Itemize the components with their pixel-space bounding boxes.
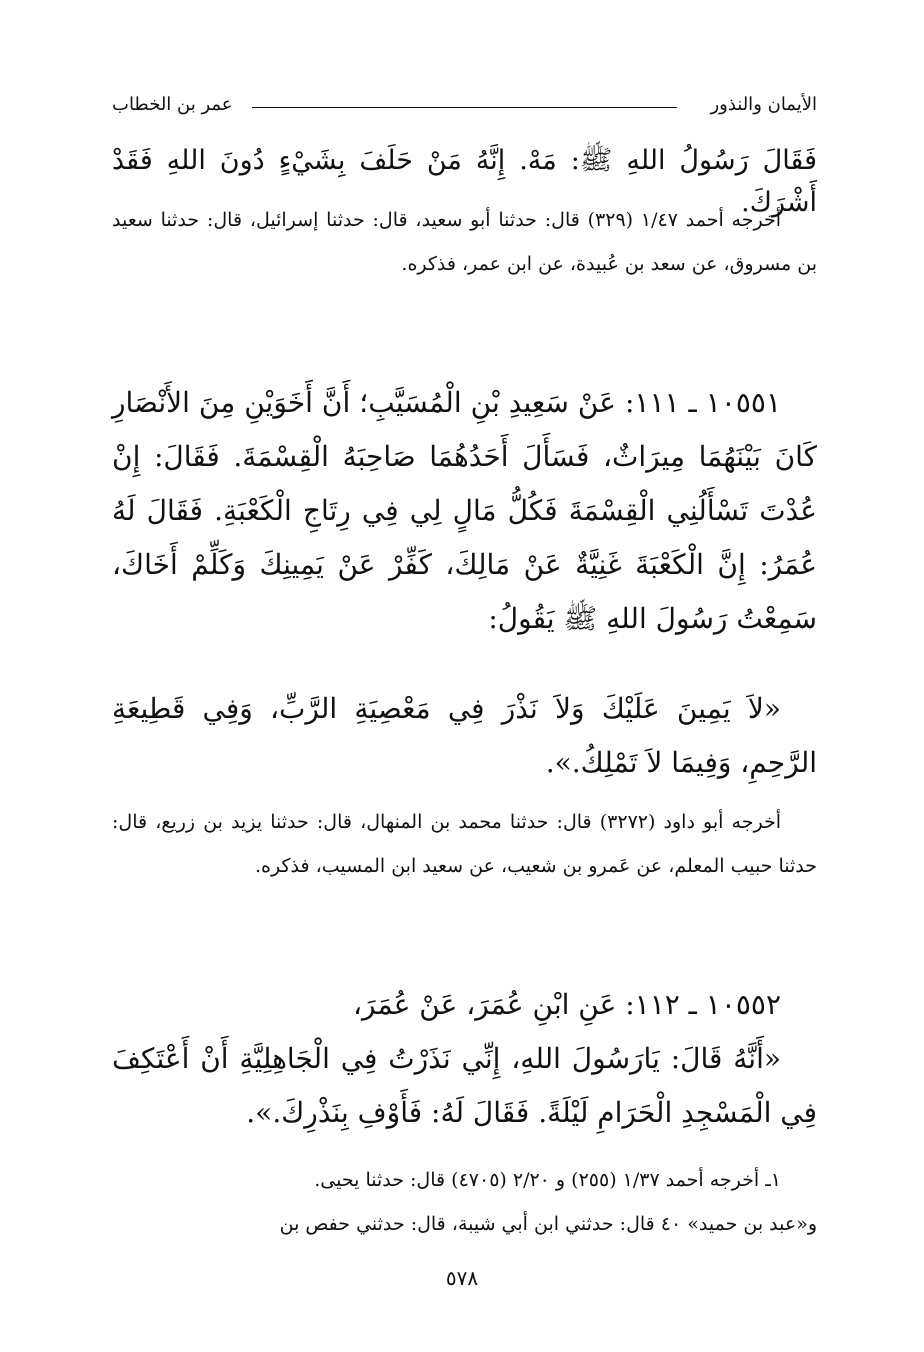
header-chapter-title: الأيمان والنذور: [710, 94, 817, 115]
hadith-10551-quote: «لاَ يَمِينَ عَلَيْكَ وَلاَ نَذْرَ فِي مَعْصِيَةِ الرَّبِّ، وَفِي قَطِيعَةِ الرَّحِمِ، وَفِيمَا لاَ تَمْلِكُ.».: [112, 692, 817, 779]
hadith-10551-text: ١٠٥٥١ ـ ١١١: عَنْ سَعِيدِ بْنِ الْمُسَيَّبِ؛ أَنَّ أَخَوَيْنِ مِنَ الأَنْصَارِ كَانَ بَيْنَهُمَا مِيرَاثٌ، فَسَأَلَ أَحَدُهُمَا صَاحِبَهُ الْقِسْمَةَ. فَقَالَ: إِنْ عُدْتَ تَسْأَلُنِي الْقِسْمَةَ فَكُلُّ مَالٍ لِي فِي رِتَاجِ الْكَعْبَةِ. فَقَالَ لَهُ عُمَرُ: إِنَّ الْكَعْبَةَ غَنِيَّةٌ عَنْ مَالِكَ، كَفِّرْ عَنْ يَمِينِكَ وَكَلِّمْ أَخَاكَ، سَمِعْتُ رَسُولَ اللهِ ﷺ يَقُولُ:: [112, 386, 817, 635]
footnote-line-2: و«عبد بن حميد» ٤٠ قال: حدثني ابن أبي شيبة، قال: حدثني حفص بن: [279, 1213, 817, 1235]
header-rule: [252, 107, 677, 108]
footnote-line-1: ١ـ أخرجه أحمد ١/٣٧ (٢٥٥) و ٢/٢٠ (٤٧٠٥) قال: حدثنا يحيى.: [314, 1169, 781, 1191]
takhrij-paragraph-2: أخرجه أبو داود (٣٢٧٢) قال: حدثنا محمد بن المنهال، قال: حدثنا يزيد بن زريع، قال: حدثنا حبيب المعلم، عن عَمرو بن شعيب، عن سعيد ابن المسيب، فذكره.: [112, 811, 817, 877]
hadith-10552-quote: «أَنَّهُ قَالَ: يَارَسُولَ اللهِ، إِنِّي نَذَرْتُ فِي الْجَاهِلِيَّةِ أَنْ أَعْتَكِفَ فِي الْمَسْجِدِ الْحَرَامِ لَيْلَةً. فَقَالَ لَهُ: فَأَوْفِ بِنَذْرِكَ.».: [112, 1042, 817, 1129]
continued-hadith-text: فَقَالَ رَسُولُ اللهِ ﷺ: مَهْ. إِنَّهُ مَنْ حَلَفَ بِشَيْءٍ دُونَ اللهِ فَقَدْ أَشْرَكَ.: [112, 145, 817, 218]
takhrij-paragraph-1: أخرجه أحمد ١/٤٧ (٣٢٩) قال: حدثنا أبو سعيد، قال: حدثنا إسرائيل، قال: حدثنا سعيد بن مسروق، عن سعد بن عُبيدة، عن ابن عمر، فذكره.: [112, 209, 817, 275]
page-number: ٥٧٨: [445, 1266, 479, 1290]
hadith-10552-intro: ١٠٥٥٢ ـ ١١٢: عَنِ ابْنِ عُمَرَ، عَنْ عُمَرَ،: [353, 988, 781, 1021]
running-header: [112, 92, 817, 122]
header-section-title: عمر بن الخطاب: [112, 94, 233, 115]
